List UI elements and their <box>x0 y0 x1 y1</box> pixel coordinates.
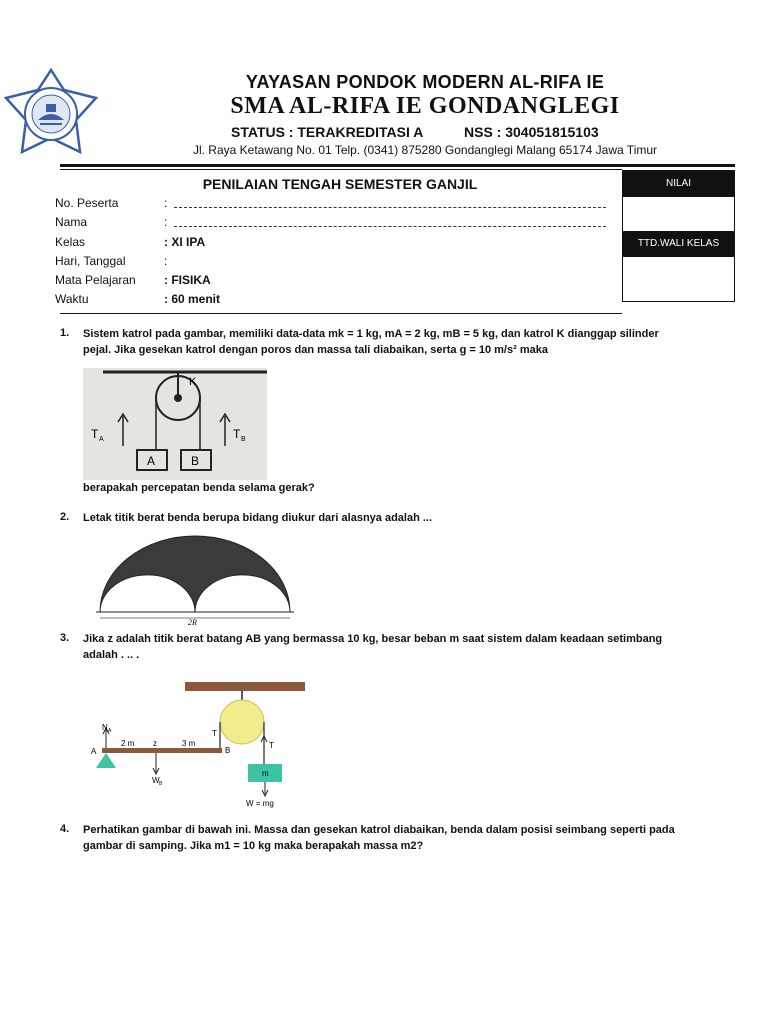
question-number: 3. <box>60 632 70 644</box>
info-divider <box>60 313 622 314</box>
question-number: 2. <box>60 511 70 523</box>
block-b-label: B <box>191 454 200 468</box>
question-number: 1. <box>60 327 70 339</box>
signature-label: TTD.WALI KELAS <box>623 231 734 257</box>
distance-zb-label: 3 m <box>182 739 196 748</box>
colon: : <box>164 254 168 268</box>
nss-number: NSS : 304051815103 <box>464 124 599 140</box>
label-subject: Mata Pelajaran <box>55 273 136 287</box>
tension-left-label: T <box>212 729 217 738</box>
beam-pulley-figure <box>88 676 310 812</box>
school-name: SMA AL-RIFA IE GONDANGLEGI <box>230 93 620 119</box>
weight-mg-label: W = mg <box>246 799 274 808</box>
subject-value: : FISIKA <box>164 273 211 287</box>
tension-b-label: T <box>233 427 241 441</box>
header-divider-thin <box>60 169 622 170</box>
exam-title: PENILAIAN TENGAH SEMESTER GANJIL <box>202 176 478 192</box>
label-participant-no: No. Peserta <box>55 196 119 210</box>
question-1-text: Sistem katrol pada gambar, memiliki data-data mk = 1 kg, mA = 2 kg, mB = 5 kg, dan katrol K dianggap silinder pejal. Jika gesekan katrol dengan poros dan massa tali diabaikan, serta g = 10 m/s² maka <box>83 328 659 356</box>
header-divider <box>60 164 735 167</box>
distance-az-label: 2 m <box>121 739 135 748</box>
label-date: Hari, Tanggal <box>55 254 126 268</box>
score-box <box>622 170 735 302</box>
colon: : <box>164 196 168 210</box>
tension-right-label: T <box>269 741 274 750</box>
school-logo <box>2 68 100 154</box>
pulley-k-label: K <box>189 376 197 388</box>
weight-beam-subscript: B <box>159 781 163 787</box>
school-address: Jl. Raya Ketawang No. 01 Telp. (0341) 875280 Gondanglegi Malang 65174 Jawa Timur <box>192 143 658 157</box>
name-field[interactable] <box>174 226 606 227</box>
label-time: Waktu <box>55 292 89 306</box>
base-length-label: 2R <box>188 618 197 626</box>
point-a-label: A <box>91 747 97 756</box>
label-name: Nama <box>55 215 88 229</box>
normal-force-subscript: A <box>108 728 112 734</box>
foundation-name: YAYASAN PONDOK MODERN AL-RIFA IE <box>245 72 605 92</box>
mass-m-label: m <box>262 769 269 778</box>
tension-a-subscript: A <box>99 436 104 443</box>
centroid-z-label: z <box>153 739 157 748</box>
score-label: NILAI <box>623 171 734 197</box>
participant-no-field[interactable] <box>174 207 606 208</box>
weight-beam-label: W <box>152 776 160 785</box>
question-1-followup: berapakah percepatan benda selama gerak? <box>83 482 315 494</box>
time-value: : 60 menit <box>164 292 221 306</box>
accreditation-status: STATUS : TERAKREDITASI A <box>231 124 424 140</box>
colon: : <box>164 215 168 229</box>
question-4-text: Perhatikan gambar di bawah ini. Massa dan gesekan katrol diabaikan, benda dalam posisi seimbang seperti pada gambar di samping. Jika m1 = 10 kg maka berapakah massa m2? <box>83 824 675 852</box>
question-number: 4. <box>60 823 70 835</box>
block-a-label: A <box>147 454 156 468</box>
tension-b-subscript: B <box>241 436 246 443</box>
class-value: : XI IPA <box>164 235 206 249</box>
point-b-label: B <box>225 746 231 755</box>
semicircle-figure <box>92 532 298 626</box>
normal-force-label: N <box>102 723 108 732</box>
tension-a-label: T <box>91 427 99 441</box>
label-class: Kelas <box>55 235 86 249</box>
question-2-text: Letak titik berat benda berupa bidang diukur dari alasnya adalah ... <box>83 512 433 524</box>
question-3-text: Jika z adalah titik berat batang AB yang bermassa 10 kg, besar beban m saat sistem dalam keadaan setimbang adalah . .. . <box>83 633 663 661</box>
pulley-figure-1 <box>83 368 267 480</box>
